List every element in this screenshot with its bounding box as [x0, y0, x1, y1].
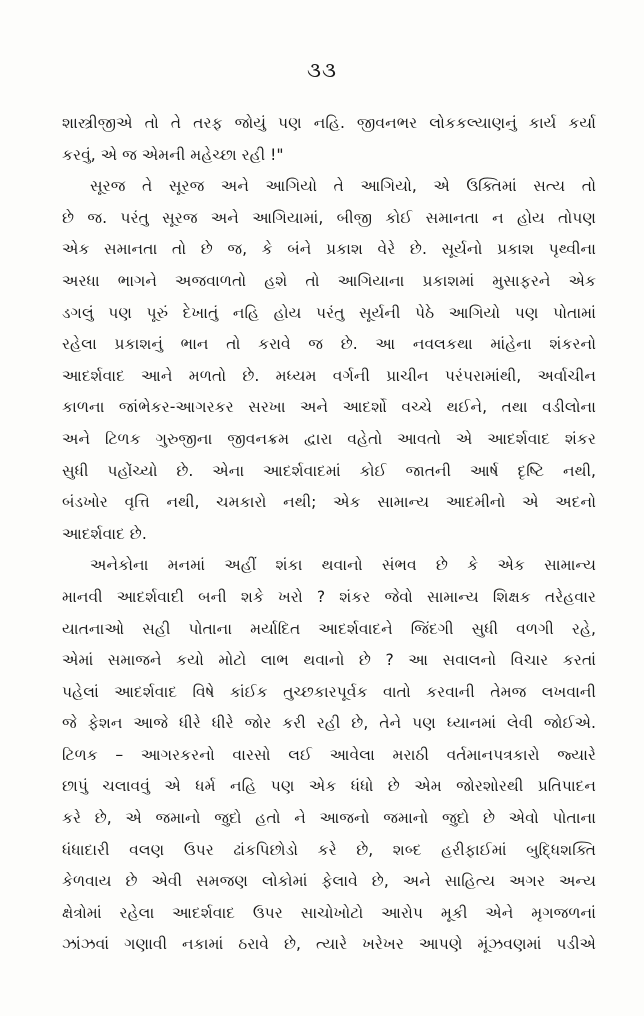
text-line: અનેકોના મનમાં અહીં શંકા થવાનો સંભવ છે કે એક સામાન્ય [90, 556, 596, 575]
text-line: છે જ. પરંતુ સૂરજ અને આગિયામાં, બીજી કોઈ સમાનતા ન હોય તોપણ [62, 208, 596, 227]
page-number: ૩૩ [307, 58, 337, 82]
text-line: એક સમાનતા તો છે જ, કે બંને પ્રકાશ વેરે છે. સૂર્યનો પ્રકાશ પૃથ્વીના [62, 240, 596, 259]
body-text [62, 108, 596, 961]
text-line: રહેલા પ્રકાશનું ભાન તો કરાવે જ છે. આ નવલકથા માંહેના શંકરનો [62, 335, 596, 354]
text-line: અને ટિળક ગુરુજીના જીવનક્રમ દ્વારા વહેતો આવતો એ આદર્શવાદ શંકર [62, 429, 596, 448]
text-line: ક્ષેત્રોમાં રહેલા આદર્શવાદ ઉપર સાચોખોટો આરોપ મૂકી એને મૃગજળનાં [62, 903, 596, 922]
text-line: આદર્શવાદ આને મળતો છે. મધ્યમ વર્ગની પ્રાચીન પરંપરામાંથી, અર્વાચીન [62, 366, 596, 385]
text-line: પહેલાં આદર્શવાદ વિષે કાંઈક તુચ્છકારપૂર્વક વાતો કરવાની તેમજ લખવાની [62, 682, 596, 701]
text-line: જે ફેશન આજે ધીરે ધીરે જોર કરી રહી છે, તેને પણ ધ્યાનમાં લેવી જોઈએ. [62, 714, 596, 733]
text-line: આદર્શવાદ છે. [62, 524, 147, 543]
text-line: બંડખોર વૃત્તિ નથી, ચમકારો નથી; એક સામાન્ય આદમીનો એ અદનો [62, 493, 596, 512]
text-line: કરવું, એ જ એમની મહેચ્છા રહી !" [62, 145, 284, 164]
text-line: સુધી પહોંચ્યો છે. એના આદર્શવાદમાં કોઈ જાતની આર્ષ દૃષ્ટિ નથી, [62, 461, 596, 480]
text-line: એમાં સમાજને કયો મોટો લાભ થવાનો છે ? આ સવાલનો વિચાર કરતાં [62, 651, 596, 670]
text-line: માનવી આદર્શવાદી બની શકે ખરો ? શંકર જેવો સામાન્ય શિક્ષક તરેહવાર [62, 587, 596, 606]
text-line: ધંધાદારી વલણ ઉપર ઢાંકપિછોડો કરે છે, શબ્દ હરીફાઈમાં બુદ્ધિશક્તિ [62, 840, 596, 859]
text-line: અરધા ભાગને અજવાળતો હશે તો આગિયાના પ્રકાશમાં મુસાફરને એક [62, 271, 596, 290]
text-line: છાપું ચલાવવું એ ધર્મ નહિ પણ એક ધંધો છે એમ જોરશોરથી પ્રતિપાદન [62, 777, 596, 796]
text-line: ટિળક – આગરકરનો વારસો લઈ આવેલા મરાઠી વર્તમાનપત્રકારો જ્યારે [62, 745, 596, 764]
text-line: કેળવાય છે એવી સમજણ લોકોમાં ફેલાવે છે, અને સાહિત્ય અગર અન્ય [62, 872, 596, 891]
text-line: કાળના જાંભેકર-આગરકર સરખા અને આદર્શો વચ્ચે થઈને, તથા વડીલોના [62, 398, 596, 417]
text-line: સૂરજ તે સૂરજ અને આગિયો તે આગિયો, એ ઉક્તિમાં સત્ય તો [90, 177, 596, 196]
text-line: ડગલું પણ પૂરું દેખાતું નહિ હોય પરંતુ સૂર્યની પેઠે આગિયો પણ પોતામાં [62, 303, 596, 322]
text-line: યાતનાઓ સહી પોતાના મર્યાદિત આદર્શવાદને જિંદગી સુધી વળગી રહે, [62, 619, 596, 638]
text-line: શાસ્ત્રીજીએ તો તે તરફ જોયું પણ નહિ. જીવનભર લોકકલ્યાણનું કાર્ય કર્યા [62, 114, 596, 132]
text-line: કરે છે, એ જમાનો જુદો હતો ને આજનો જમાનો જુદો છે એવો પોતાના [62, 809, 596, 828]
text-line: ઝાંઝવાં ગણાવી નકામાં ઠરાવે છે, ત્યારે ખરેખર આપણે મૂંઝવણમાં પડીએ [62, 935, 596, 954]
